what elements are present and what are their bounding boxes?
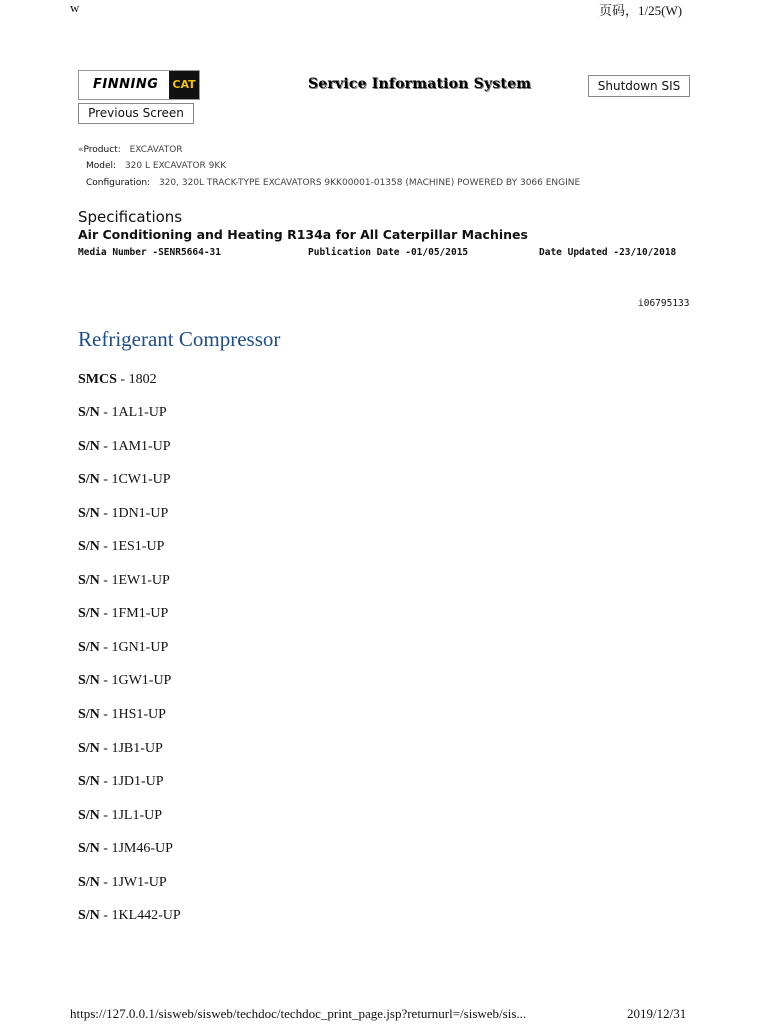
sn-label: S/N	[78, 505, 100, 521]
configuration-label: Configuration:	[86, 178, 151, 188]
model-label: Model:	[86, 161, 117, 171]
configuration-row	[86, 178, 580, 188]
serial-number-row	[78, 439, 171, 455]
section-title: Refrigerant Compressor	[78, 327, 281, 351]
serial-number-value: - 1JB1-UP	[99, 740, 163, 756]
sn-label: S/N	[78, 639, 100, 655]
print-footer-url: https://127.0.0.1/sisweb/sisweb/techdoc/techdoc_print_page.jsp?returnurl=/sisweb/sis...	[70, 1006, 527, 1021]
serial-number-value: - 1FM1-UP	[99, 606, 169, 622]
serial-number-value: - 1JW1-UP	[99, 874, 167, 890]
serial-number-value: - 1ES1-UP	[99, 539, 165, 555]
product-value: EXCAVATOR	[129, 145, 183, 155]
sn-label: S/N	[78, 438, 100, 454]
serial-number-row	[78, 808, 162, 824]
document-subtitle: Air Conditioning and Heating R134a for All Caterpillar Machines	[78, 227, 528, 242]
product-row	[78, 145, 183, 155]
sn-label: S/N	[78, 774, 100, 790]
serial-number-value: - 1GN1-UP	[99, 639, 169, 655]
serial-number-row	[78, 472, 171, 488]
cat-logo-badge: CAT	[169, 71, 199, 99]
serial-number-row	[78, 640, 168, 656]
serial-number-value: - 1CW1-UP	[99, 472, 171, 488]
serial-number-row	[78, 774, 164, 790]
model-value: 320 L EXCAVATOR 9KK	[124, 161, 227, 171]
print-header-left: w	[70, 0, 80, 15]
model-row	[86, 161, 226, 171]
publication-date: Publication Date -01/05/2015	[308, 247, 469, 258]
serial-number-row	[78, 606, 168, 622]
serial-number-row	[78, 841, 173, 857]
serial-number-value: - 1HS1-UP	[99, 706, 166, 722]
serial-number-value: - 1JM46-UP	[99, 841, 173, 857]
sis-title: Service Information System	[308, 76, 532, 92]
sn-label: S/N	[78, 841, 100, 857]
previous-screen-button[interactable]: Previous Screen	[78, 103, 194, 124]
sn-label: S/N	[78, 908, 100, 924]
shutdown-sis-button[interactable]: Shutdown SIS	[588, 75, 690, 97]
serial-number-row	[78, 405, 167, 421]
collapse-icon[interactable]: «	[78, 145, 84, 155]
serial-number-value: - 1JD1-UP	[99, 774, 164, 790]
sn-label: S/N	[78, 807, 100, 823]
serial-number-row	[78, 539, 164, 555]
serial-number-row	[78, 707, 166, 723]
serial-number-row	[78, 506, 168, 522]
document-id: i06795133	[638, 298, 690, 309]
sn-label: S/N	[78, 673, 100, 689]
serial-number-row	[78, 875, 167, 891]
sn-label: S/N	[78, 539, 100, 555]
serial-number-value: - 1KL442-UP	[99, 908, 181, 924]
serial-number-value: - 1JL1-UP	[99, 807, 163, 823]
serial-number-value: - 1GW1-UP	[99, 673, 172, 689]
product-label: Product:	[83, 145, 121, 155]
sn-label: S/N	[78, 874, 100, 890]
print-header-page: 页码，1/25(W)	[599, 3, 683, 18]
serial-number-value: - 1AM1-UP	[99, 438, 171, 454]
smcs-value: - 1802	[116, 372, 157, 387]
date-updated: Date Updated -23/10/2018	[539, 247, 677, 258]
sn-label: S/N	[78, 606, 100, 622]
sn-label: S/N	[78, 572, 100, 588]
smcs-label: SMCS	[78, 372, 117, 387]
sn-label: S/N	[78, 472, 100, 488]
serial-number-row	[78, 908, 181, 924]
sn-label: S/N	[78, 405, 100, 420]
sn-label: S/N	[78, 706, 100, 722]
serial-number-value: - 1DN1-UP	[99, 505, 169, 521]
print-footer-date: 2019/12/31	[627, 1006, 687, 1021]
serial-number-row	[78, 573, 170, 589]
media-number: Media Number -SENR5664-31	[78, 247, 221, 258]
configuration-value: 320, 320L TRACK-TYPE EXCAVATORS 9KK00001-01358 (MACHINE) POWERED BY 3066 ENGINE	[158, 178, 581, 188]
finning-logo-text: FINNING	[93, 77, 159, 92]
serial-number-row	[78, 673, 171, 689]
finning-cat-logo	[78, 70, 200, 100]
smcs-row	[78, 372, 157, 388]
specifications-heading: Specifications	[78, 208, 183, 226]
serial-number-row	[78, 741, 163, 757]
sn-label: S/N	[78, 740, 100, 756]
serial-number-value: - 1AL1-UP	[99, 405, 167, 420]
serial-number-value: - 1EW1-UP	[99, 572, 170, 588]
